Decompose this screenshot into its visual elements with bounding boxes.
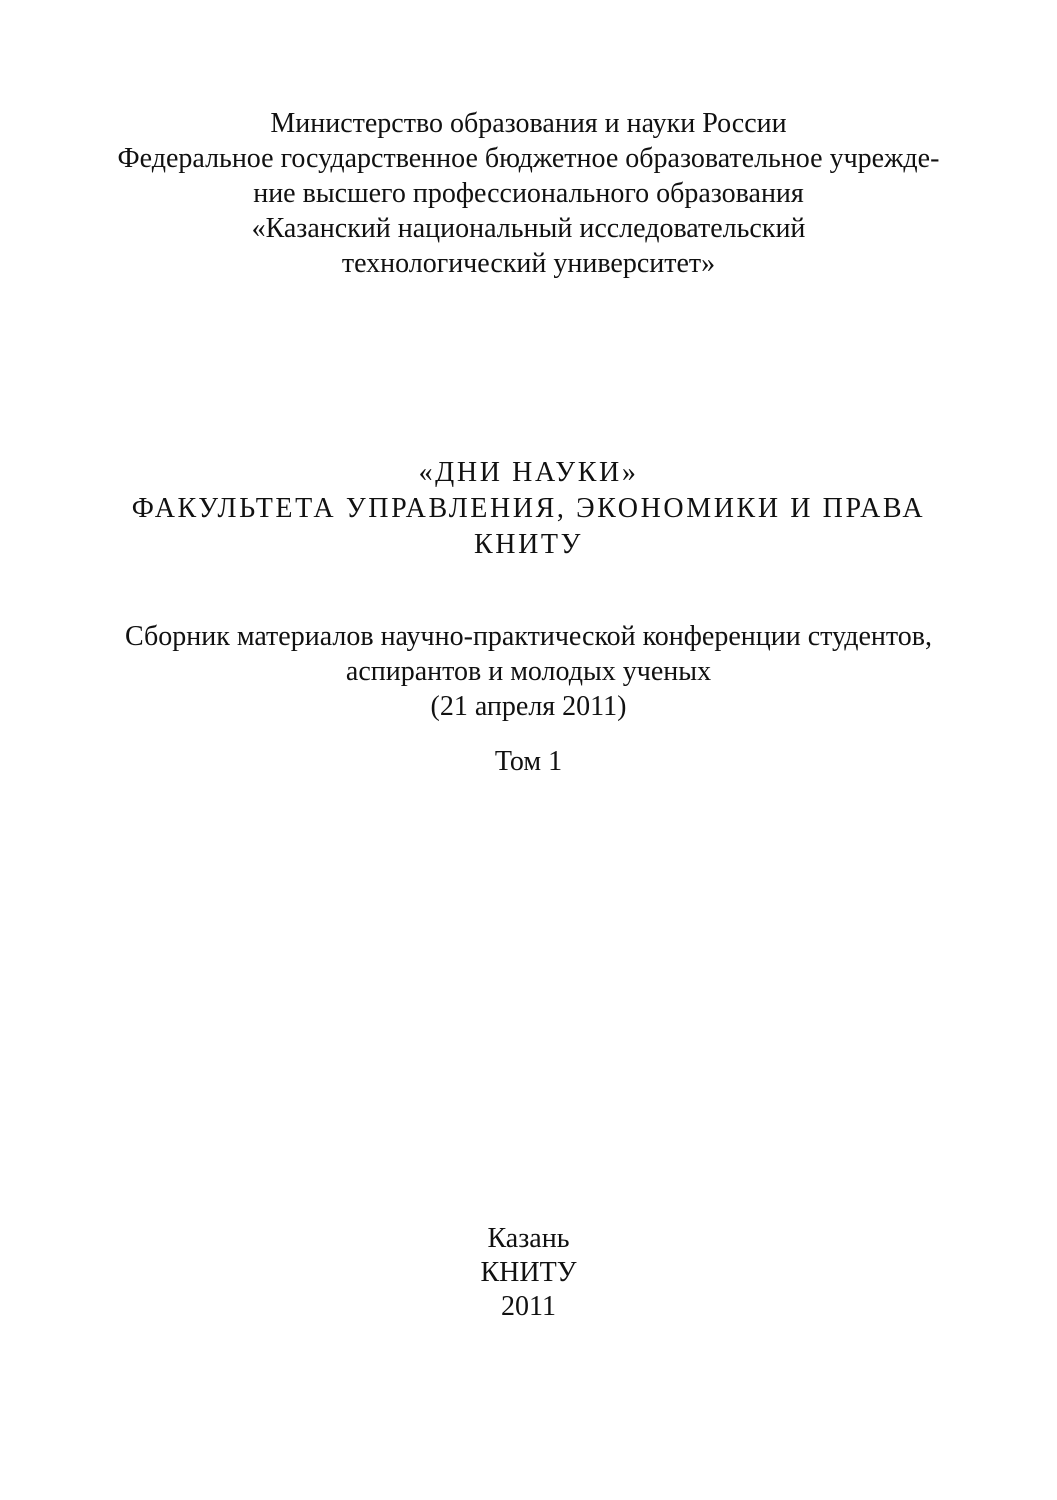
imprint-city: Казань	[487, 1223, 570, 1254]
header-line-ministry: Министерство образования и науки России	[270, 108, 787, 139]
title-line-3: КНИТУ	[473, 529, 584, 560]
volume-label: Том 1	[494, 746, 563, 777]
title-line-1: «ДНИ НАУКИ»	[418, 457, 639, 488]
header-line-university-2: технологический университет»	[341, 248, 716, 279]
imprint	[0, 1222, 1057, 1324]
ministry-header	[0, 106, 1057, 281]
header-line-institution-1: Федеральное государственное бюджетное образовательное учрежде-	[117, 143, 940, 174]
subtitle-date: (21 апреля 2011)	[430, 691, 627, 722]
volume-number	[0, 744, 1057, 779]
imprint-year: 2011	[501, 1291, 556, 1322]
subtitle-line-1: Сборник материалов научно-практической конференции студентов,	[124, 621, 932, 652]
imprint-publisher: КНИТУ	[480, 1257, 577, 1288]
subtitle-line-2: аспирантов и молодых ученых	[345, 656, 712, 687]
document-title	[0, 455, 1057, 563]
header-line-university-1: «Казанский национальный исследовательский	[251, 213, 806, 244]
header-line-institution-2: ние высшего профессионального образования	[253, 178, 804, 209]
document-subtitle	[0, 619, 1057, 724]
title-line-2: ФАКУЛЬТЕТА УПРАВЛЕНИЯ, ЭКОНОМИКИ И ПРАВА	[131, 493, 926, 524]
